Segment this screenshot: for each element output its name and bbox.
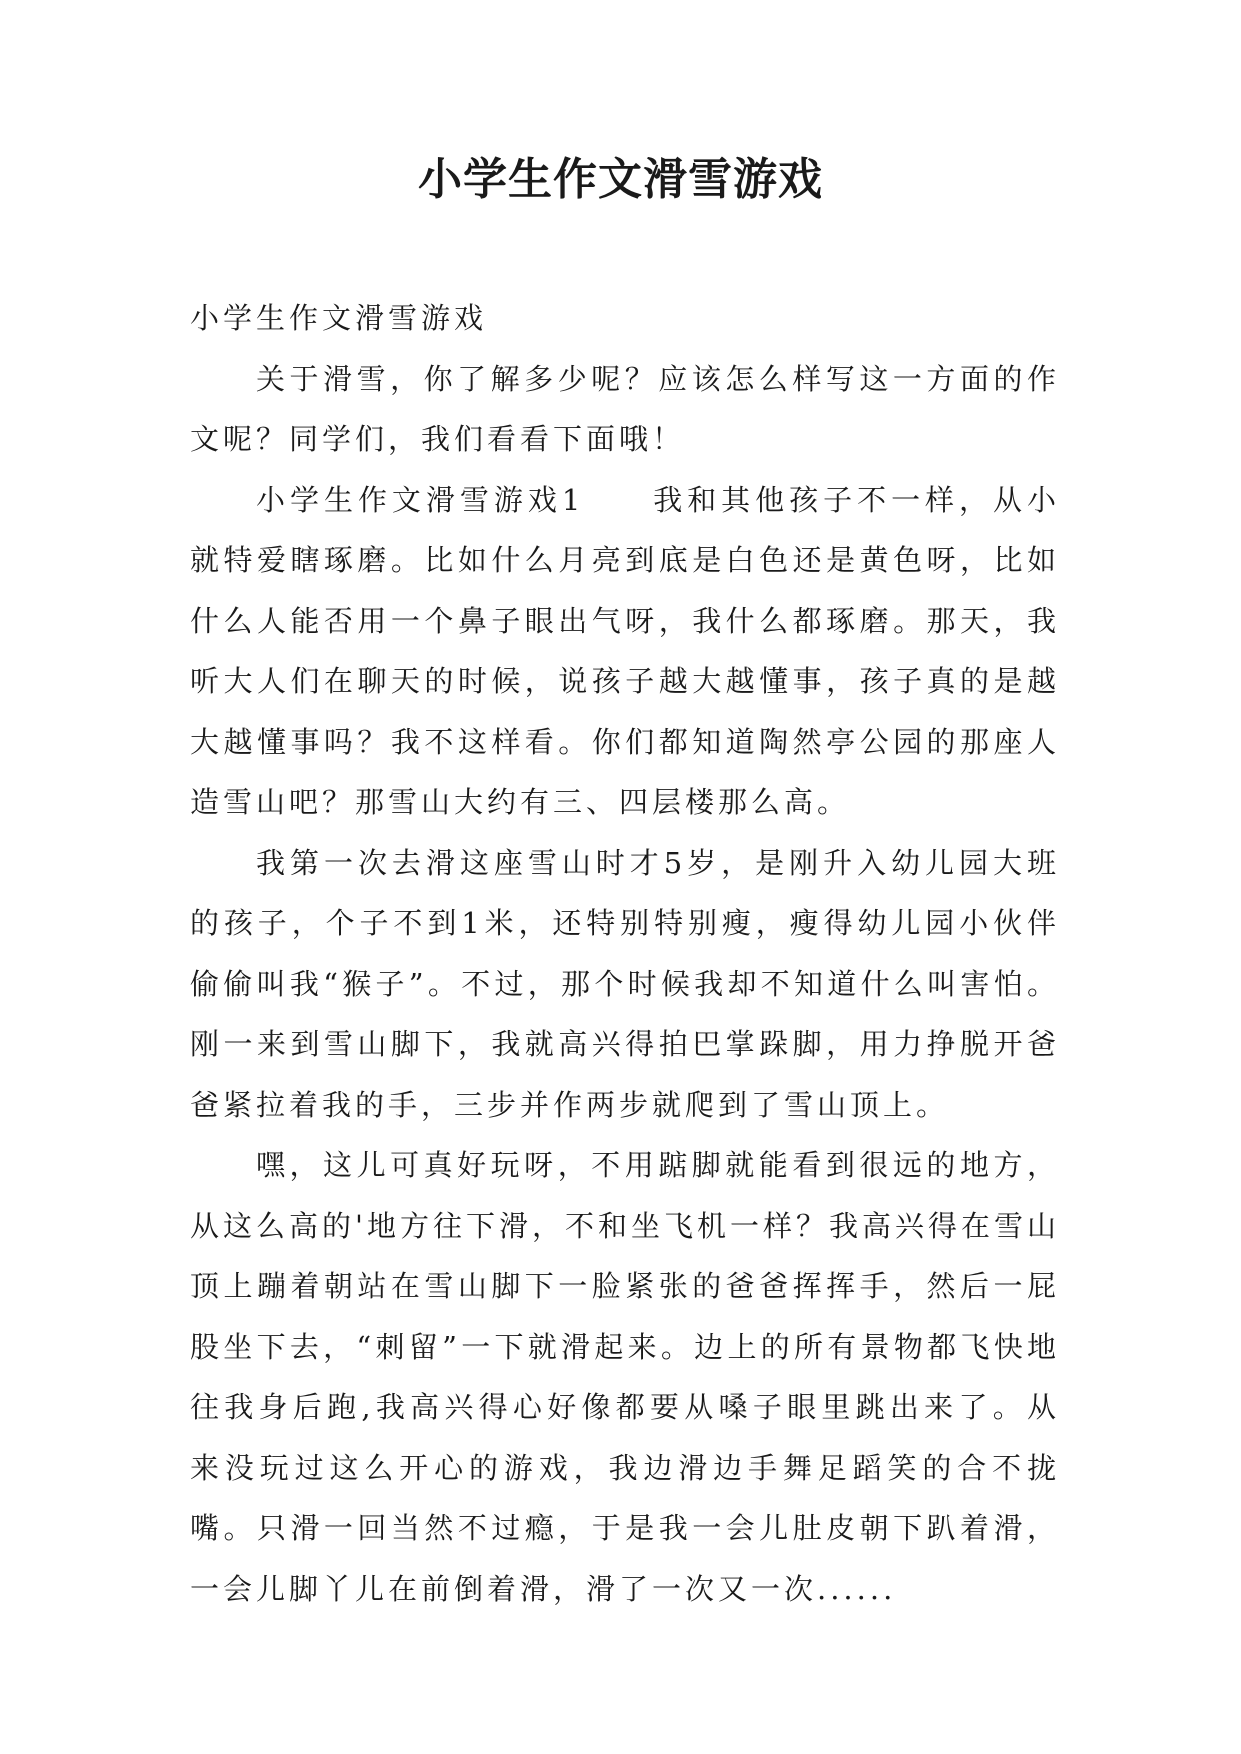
document-body [190,288,1060,1619]
paragraph-sliding: 嘿，这儿可真好玩呀，不用踮脚就能看到很远的地方，从这么高的'地方往下滑，不和坐飞机一样？我高兴得在雪山顶上蹦着朝站在雪山脚下一脸紧张的爸爸挥挥手，然后一屁股坐下去，“刺留”一下就滑起来。边上的所有景物都飞快地往我身后跑,我高兴得心好像都要从嗓子眼里跳出来了。从来没玩过这么开心的游戏，我边滑边手舞足蹈笑的合不拢嘴。只滑一回当然不过瘾，于是我一会儿肚皮朝下趴着滑，一会儿脚丫儿在前倒着滑，滑了一次又一次...... [190,1148,1060,1606]
paragraph-essay-1-opening: 小学生作文滑雪游戏1 我和其他孩子不一样，从小就特爱瞎琢磨。比如什么月亮到底是白色还是黄色呀，比如什么人能否用一个鼻子眼出气呀，我什么都琢磨。那天，我听大人们在聊天的时候，说孩子越大越懂事，孩子真的是越大越懂事吗？我不这样看。你们都知道陶然亭公园的那座人造雪山吧？那雪山大约有三、四层楼那么高。 [190,482,1060,819]
paragraph-subtitle: 小学生作文滑雪游戏 [190,301,488,335]
document-title: 小学生作文滑雪游戏 [418,154,823,205]
paragraph-first-visit: 我第一次去滑这座雪山时才5岁，是刚升入幼儿园大班的孩子，个子不到1米，还特别特别瘦，瘦得幼儿园小伙伴偷偷叫我“猴子”。不过，那个时候我却不知道什么叫害怕。刚一来到雪山脚下，我就高兴得拍巴掌跺脚，用力挣脱开爸爸紧拉着我的手，三步并作两步就爬到了雪山顶上。 [190,845,1060,1122]
paragraph-intro: 关于滑雪，你了解多少呢？应该怎么样写这一方面的作文呢？同学们，我们看看下面哦！ [190,361,1060,456]
